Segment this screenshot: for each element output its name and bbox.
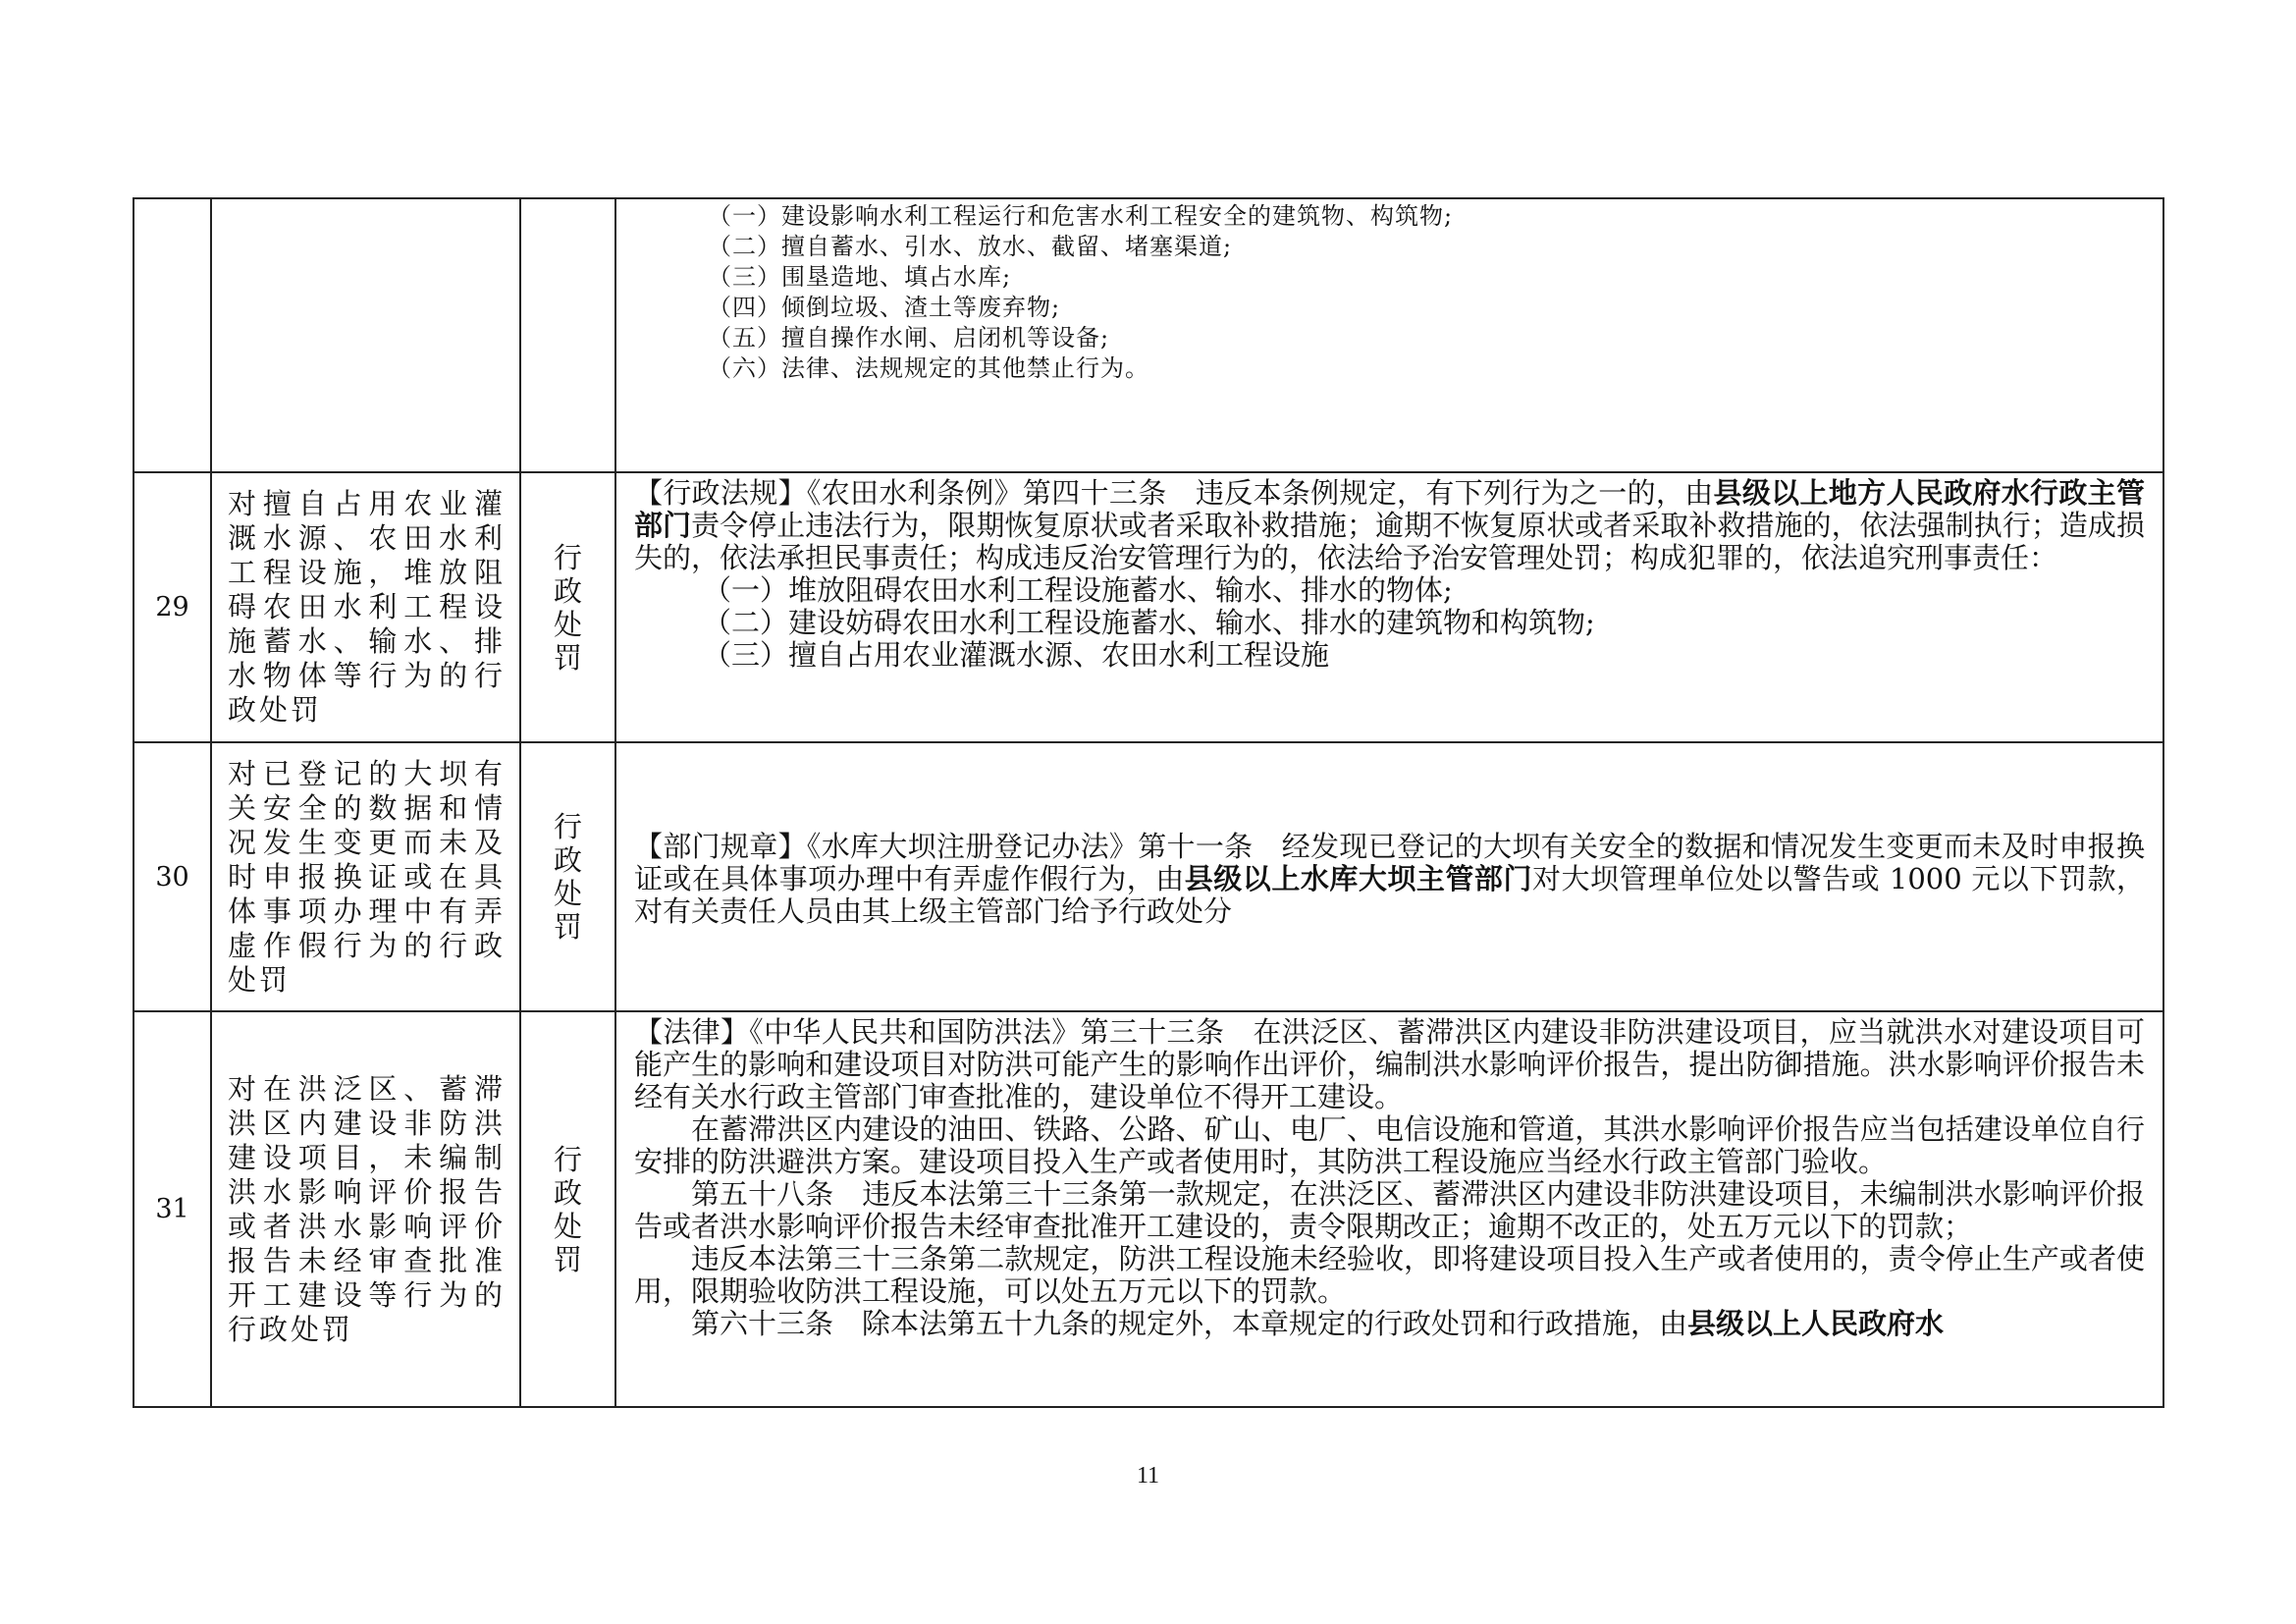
list-item: （二）建设妨碍农田水利工程设施蓄水、输水、排水的建筑物和构筑物; <box>703 606 1595 639</box>
basis-paragraph: 第五十八条 违反本法第三十三条第一款规定，在洪泛区、蓄滞洪区内建设非防洪建设项目，未编制洪水影响评价报告或者洪水影响评价报告未经审查批准开工建设的，责令限期改正；逾期不改正的，处五万元以下的罚款； <box>634 1177 2145 1243</box>
list-item: （五）擅自操作水闸、启闭机等设备; <box>708 324 1110 352</box>
category-char: 政 <box>553 1175 582 1210</box>
basis-text: 第六十三条 除本法第五十九条的规定外，本章规定的行政处罚和行政措施，由 <box>691 1307 1688 1340</box>
legal-basis <box>615 472 2163 742</box>
list-item: （三）擅自占用农业灌溉水源、农田水利工程设施 <box>703 638 1330 672</box>
category-char: 行 <box>553 810 582 843</box>
item-name: 对已登记的大坝有关安全的数据和情况发生变更而未及时申报换证或在具体事项办理中有弄虚作假行为的行政处罚 <box>211 742 520 1011</box>
basis-paragraph: 违反本法第三十三条第二款规定，防洪工程设施未经验收，即将建设项目投入生产或者使用的，责令停止生产或者使用，限期验收防洪工程设施，可以处五万元以下的罚款。 <box>634 1242 2145 1308</box>
basis-paragraph <box>634 831 2145 928</box>
authority-text: 县级以上水库大坝主管部门 <box>1184 861 1532 895</box>
category-char: 处 <box>553 877 582 910</box>
page-number: 11 <box>1136 1463 1160 1489</box>
list-item: （二）擅自蓄水、引水、放水、截留、堵塞渠道; <box>708 233 1233 260</box>
list-item: （一）堆放阻碍农田水利工程设施蓄水、输水、排水的物体; <box>703 573 1453 607</box>
basis-text: 【行政法规】《农田水利条例》第四十三条 违反本条例规定，有下列行为之一的，由 <box>634 476 1714 510</box>
table-row-31 <box>133 1011 2163 1407</box>
legal-basis <box>615 742 2163 1011</box>
category-char: 行 <box>553 540 582 574</box>
basis-text: 责令停止违法行为，限期恢复原状或者采取补救措施；逾期不恢复原状或者采取补救措施的，依法强制执行；造成损失的，依法承担民事责任；构成违反治安管理行为的，依法给予治安管理处罚；构成犯罪的，依法追究刑事责任： <box>634 509 2145 574</box>
list-item: （三）围垦造地、填占水库; <box>708 263 1012 291</box>
list-item: （六）法律、法规规定的其他禁止行为。 <box>708 354 1149 382</box>
category-char: 罚 <box>553 1242 582 1276</box>
cell-category-empty <box>520 198 615 472</box>
item-name: 对在洪泛区、蓄滞洪区内建设非防洪建设项目，未编制洪水影响评价报告或者洪水影响评价报告未经审查批准开工建设等行为的行政处罚 <box>211 1011 520 1407</box>
basis-paragraph: 【法律】《中华人民共和国防洪法》第三十三条 在洪泛区、蓄滞洪区内建设非防洪建设项目，应当就洪水对建设项目可能产生的影响和建设项目对防洪可能产生的影响作出评价，编制洪水影响评价报告，提出防御措施。洪水影响评价报告未经有关水行政主管部门审查批准的，建设单位不得开工建设。 <box>634 1015 2145 1113</box>
basis-paragraph: 在蓄滞洪区内建设的油田、铁路、公路、矿山、电厂、电信设施和管道，其洪水影响评价报告应当包括建设单位自行安排的防洪避洪方案。建设项目投入生产或者使用时，其防洪工程设施应当经水行政主管部门验收。 <box>634 1112 2145 1178</box>
category-char: 行 <box>553 1142 582 1176</box>
table-row-30 <box>133 742 2163 1011</box>
list-item: （一）建设影响水利工程运行和危害水利工程安全的建筑物、构筑物; <box>708 202 1454 230</box>
item-category <box>520 472 615 742</box>
basis-paragraph <box>634 477 2145 574</box>
basis-text: 对大坝管理单位处以警告或 1000 元以下罚款，对有关责任人员由其上级主管部门给予行政处分 <box>634 861 2145 928</box>
item-name: 对擅自占用农业灌溉水源、农田水利工程设施，堆放阻碍农田水利工程设施蓄水、输水、排水物体等行为的行政处罚 <box>211 472 520 742</box>
category-char: 罚 <box>553 910 582 944</box>
cell-basis-continued <box>615 198 2163 472</box>
authority-text: 县级以上地方人民政府水行政主管部门 <box>634 476 2145 542</box>
category-char: 处 <box>553 1209 582 1243</box>
cell-name-empty <box>211 198 520 472</box>
table-row-continued <box>133 198 2163 472</box>
category-char: 政 <box>553 843 582 877</box>
penalty-table <box>133 197 2164 1408</box>
item-category <box>520 1011 615 1407</box>
legal-basis <box>615 1011 2163 1407</box>
list-item: （四）倾倒垃圾、渣土等废弃物; <box>708 294 1061 321</box>
basis-paragraph <box>634 1308 2145 1340</box>
row-number: 30 <box>133 742 211 1011</box>
category-char: 处 <box>553 607 582 641</box>
table-row-29 <box>133 472 2163 742</box>
row-number: 29 <box>133 472 211 742</box>
item-category <box>520 742 615 1011</box>
cell-num-empty <box>133 198 211 472</box>
category-char: 政 <box>553 573 582 608</box>
row-number: 31 <box>133 1011 211 1407</box>
category-char: 罚 <box>553 640 582 675</box>
authority-text: 县级以上人民政府水 <box>1687 1307 1945 1340</box>
basis-text: 【部门规章】《水库大坝注册登记办法》第十一条 经发现已登记的大坝有关安全的数据和情况发生变更而未及时申报换证或在具体事项办理中有弄虚作假行为，由 <box>634 829 2145 895</box>
